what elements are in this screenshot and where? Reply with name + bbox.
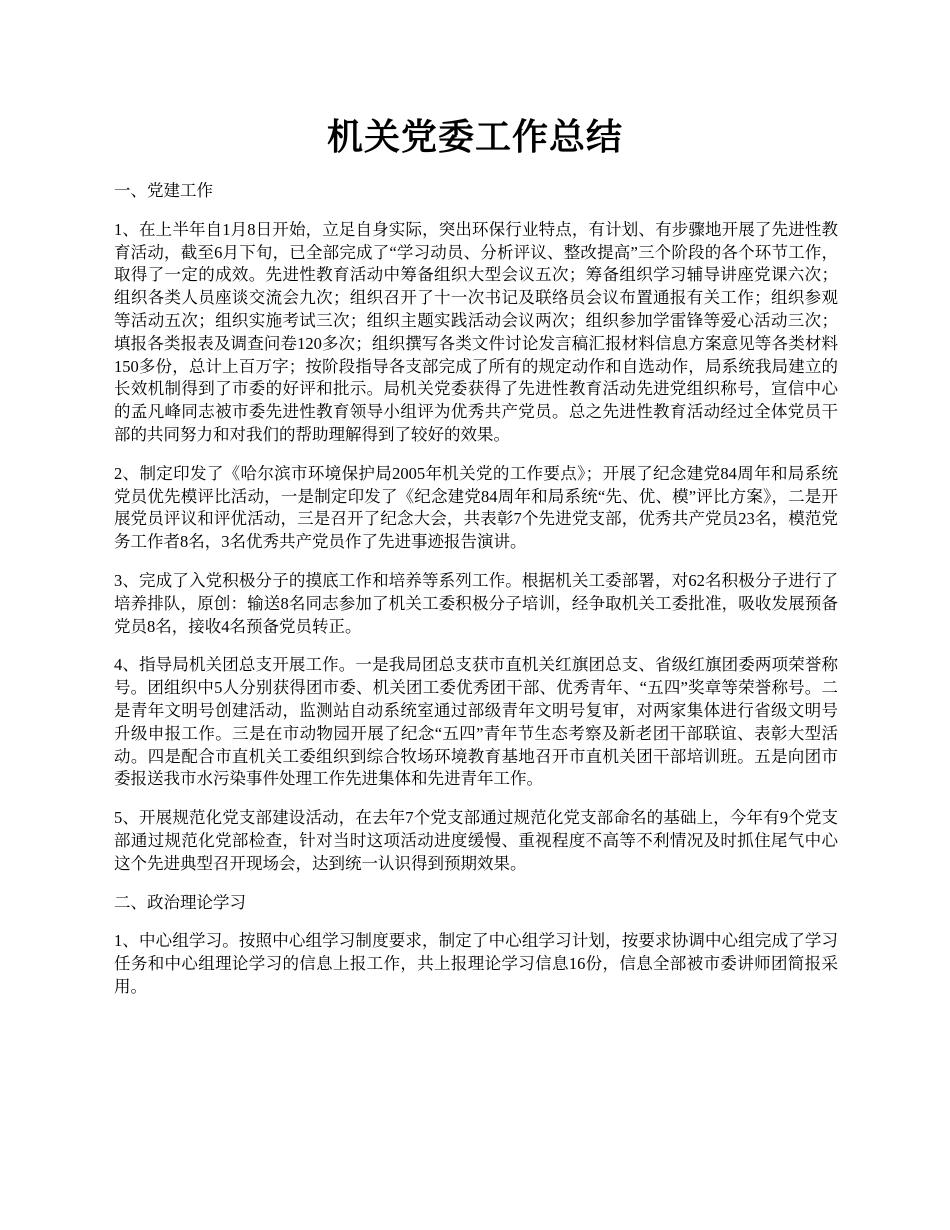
section-heading-party-building: 一、党建工作 [114, 181, 213, 200]
paragraph-1-2: 2、制定印发了《哈尔滨市环境保护局2005年机关党的工作要点》；开展了纪念建党84周年和局系统党员优先模评比活动，一是制定印发了《纪念建党84周年和局系统“先、优、模”评比方案》，二是开展党员评议和评优活动，三是召开了纪念大会，共表彰7个先进党支部，优秀共产党员23名，模范党务工作者8名，3名优秀共产党员作了先进事迹报告演讲。 [114, 463, 838, 552]
paragraph-1-4: 4、指导局机关团总支开展工作。一是我局团总支获市直机关红旗团总支、省级红旗团委两项荣誉称号。团组织中5人分别获得团市委、机关团工委优秀团干部、优秀青年、“五四”奖章等荣誉称号。二是青年文明号创建活动，监测站自动系统室通过部级青年文明号复审，对两家集体进行省级文明号升级申报工作。三是在市动物园开展了纪念“五四”青年节生态考察及新老团干部联谊、表彰大型活动。四是配合市直机关工委组织到综合牧场环境教育基地召开市直机关团干部培训班。五是向团市委报送我市水污染事件处理工作先进集体和先进青年工作。 [114, 655, 838, 789]
document-body [114, 180, 838, 1015]
paragraph-1-1: 1、在上半年自1月8日开始，立足自身实际，突出环保行业特点，有计划、有步骤地开展了先进性教育活动，截至6月下旬，已全部完成了“学习动员、分析评议、整改提高”三个阶段的各个环节工作，取得了一定的成效。先进性教育活动中筹备组织大型会议五次；筹备组织学习辅导讲座党课六次；组织各类人员座谈交流会九次；组织召开了十一次书记及联络员会议布置通报有关工作；组织参观等活动五次；组织实施考试三次；组织主题实践活动会议两次；组织参加学雷锋等爱心活动三次；填报各类报表及调查问卷120多次；组织撰写各类文件讨论发言稿汇报材料信息方案意见等各类材料150多份，总计上百万字；按阶段指导各支部完成了所有的规定动作和自选动作，局系统我局建立的长效机制得到了市委的好评和批示。局机关党委获得了先进性教育活动先进党组织称号，宣信中心的孟凡峰同志被市委先进性教育领导小组评为优秀共产党员。总之先进性教育活动经过全体党员干部的共同努力和对我们的帮助理解得到了较好的效果。 [114, 219, 838, 444]
section-heading-political-study: 二、政治理论学习 [114, 892, 246, 912]
paragraph-1-3: 3、完成了入党积极分子的摸底工作和培养等系列工作。根据机关工委部署，对62名积极分子进行了培养排队，原创：输送8名同志参加了机关工委积极分子培训，经争取机关工委批准，吸收发展预备党员8名，接收4名预备党员转正。 [114, 570, 838, 636]
document-title: 机关党委工作总结 [326, 117, 623, 157]
paragraph-1-5: 5、开展规范化党支部建设活动，在去年7个党支部通过规范化党支部命名的基础上，今年有9个党支部通过规范化党部检查，针对当时这项活动进度缓慢、重视程度不高等不利情况及时抓住尾气中心这个先进典型召开现场会，达到统一认识得到预期效果。 [114, 808, 839, 873]
paragraph-2-1: 1、中心组学习。按照中心组学习制度要求，制定了中心组学习计划，按要求协调中心组完成了学习任务和中心组理论学习的信息上报工作，共上报理论学习信息16份，信息全部被市委讲师团简报采用。 [114, 931, 838, 996]
